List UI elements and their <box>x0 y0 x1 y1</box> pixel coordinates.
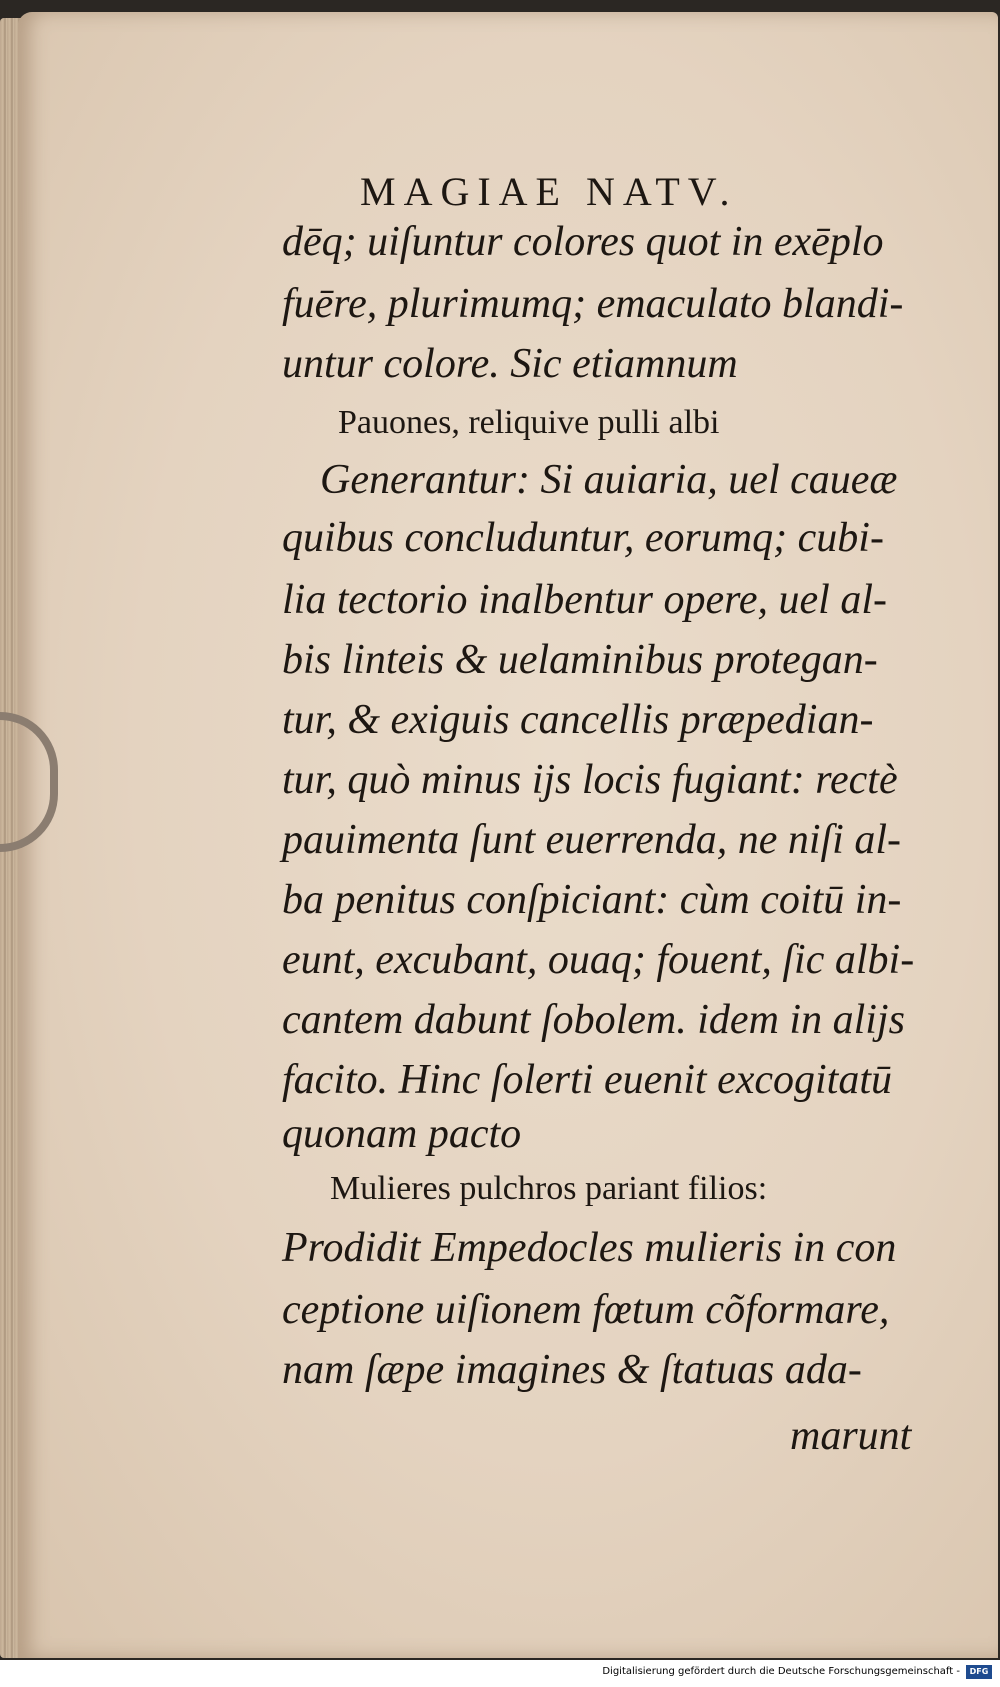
text-line: fuēre, plurimumq; emaculato blandi- <box>282 281 904 327</box>
text-line: bis linteis & uelaminibus protegan- <box>282 637 878 683</box>
text-line: ba penitus conſpiciant: cùm coitū in- <box>282 877 902 923</box>
text-line: Prodidit Empedocles mulieris in con <box>282 1225 897 1271</box>
text-line: quonam pacto <box>282 1111 522 1157</box>
text-line: tur, quò minus ijs locis fugiant: rectè <box>282 757 898 803</box>
text-line: dēq; uiſuntur colores quot in exēplo <box>282 219 884 265</box>
catchword: marunt <box>790 1413 912 1459</box>
footer-credit: Digitalisierung gefördert durch die Deutsche Forschungsgemeinschaft - <box>602 1666 960 1677</box>
text-line: facito. Hinc ſolerti euenit excogitatū <box>282 1057 893 1103</box>
text-line: tur, & exiguis cancellis præpedian- <box>282 697 874 743</box>
text-line: cantem dabunt ſobolem. idem in alijs <box>282 997 905 1043</box>
text-line: quibus concluduntur, eorumq; cubi- <box>282 515 884 561</box>
running-head: MAGIAE NATV. <box>360 169 738 214</box>
section-heading: Mulieres pulchros pariant filios: <box>330 1170 768 1207</box>
text-line: nam ſæpe imagines & ſtatuas ada- <box>282 1347 862 1393</box>
text-line: lia tectorio inalbentur opere, uel al- <box>282 577 888 623</box>
text-line: ceptione uiſionem fœtum cõformare, <box>282 1287 890 1333</box>
text-line: untur colore. Sic etiamnum <box>282 341 738 387</box>
text-line: pauimenta ſunt euerrenda, ne niſi al- <box>282 817 902 863</box>
footer-bar <box>0 1660 1000 1687</box>
section-heading: Pauones, reliquive pulli albi <box>338 404 720 441</box>
text-line: Generantur: Si auiaria, uel caueæ <box>320 457 898 503</box>
text-line: eunt, excubant, ouaq; fouent, ſic albi- <box>282 937 915 983</box>
dfg-logo: DFG <box>966 1665 992 1679</box>
